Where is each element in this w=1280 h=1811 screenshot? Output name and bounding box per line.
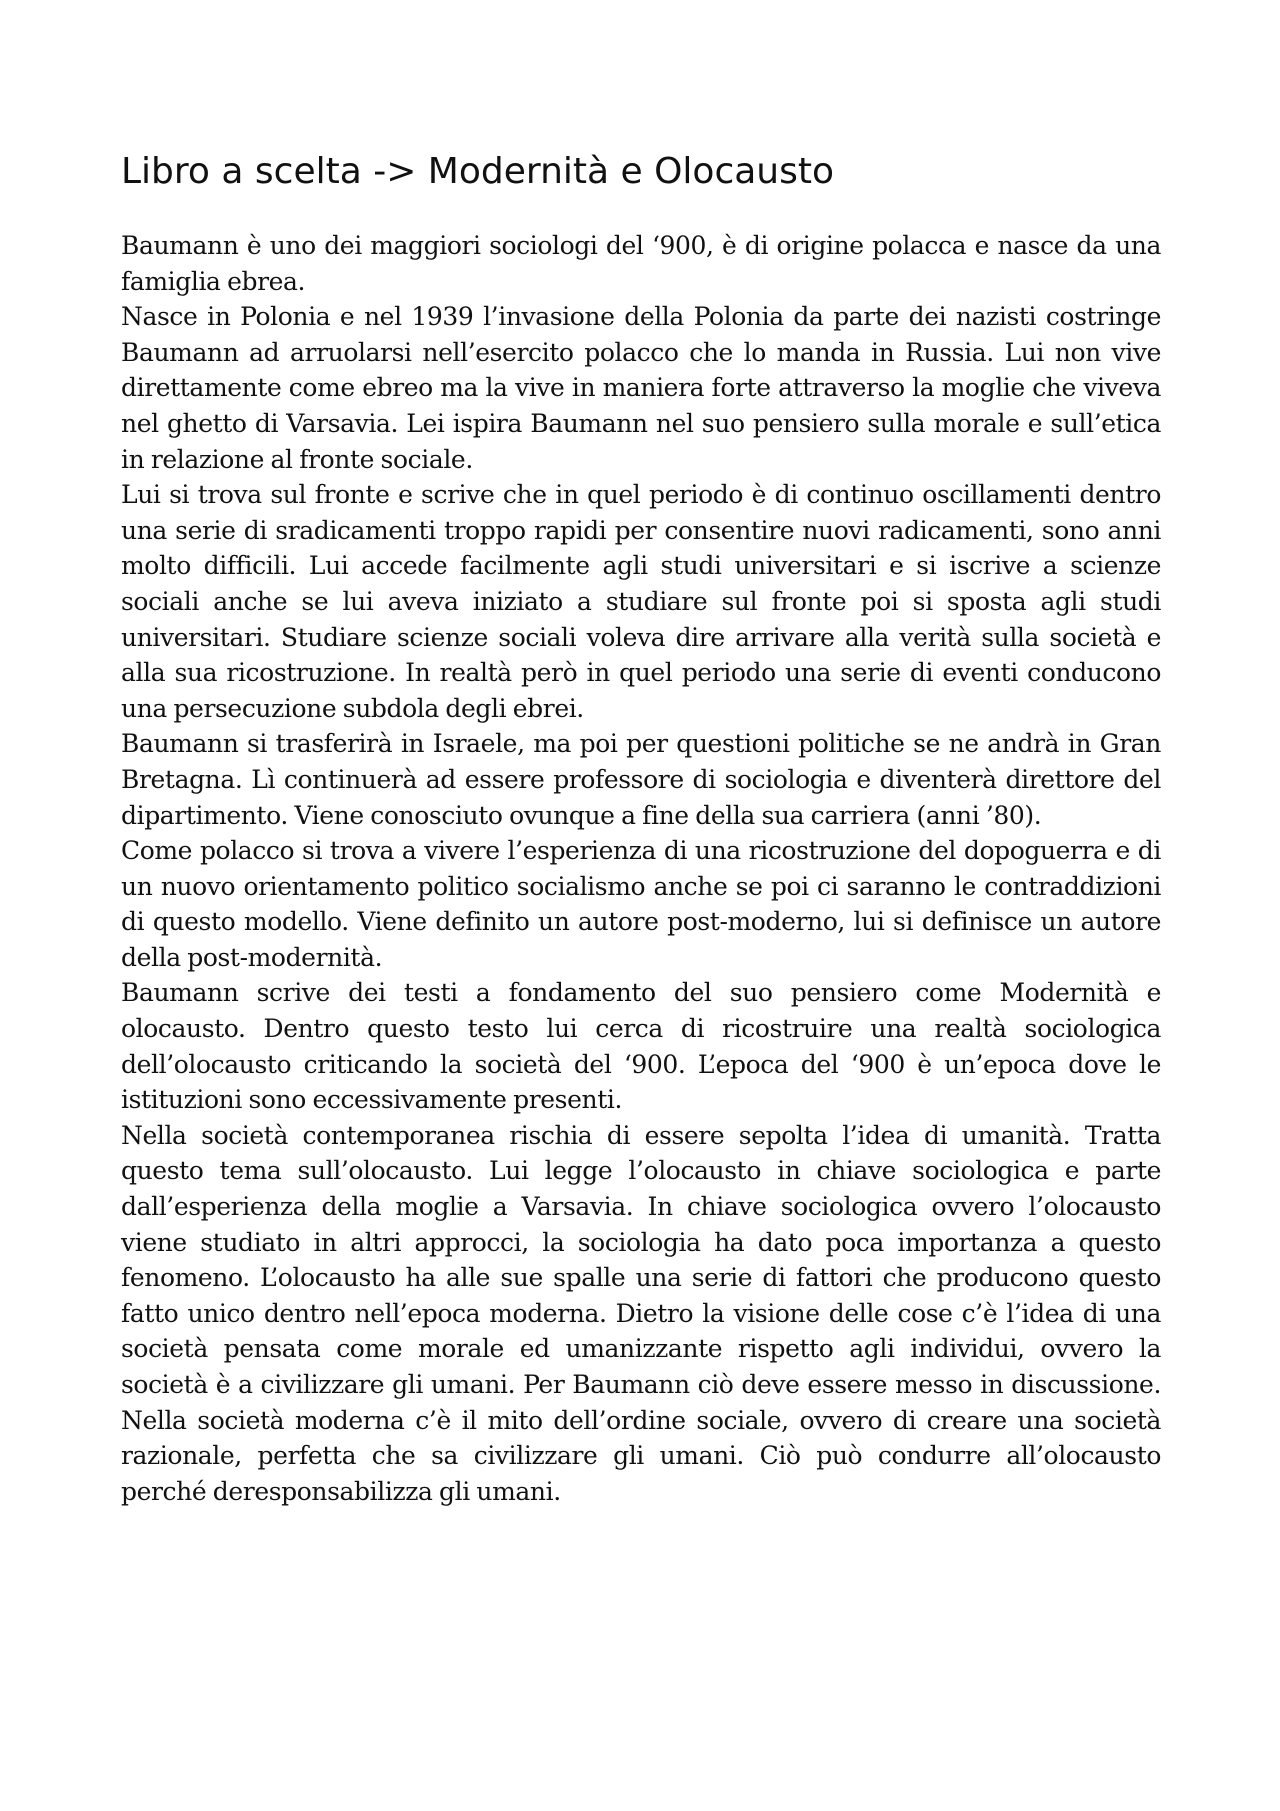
paragraph-humanity: Nella società contemporanea rischia di essere sepolta l’idea di umanità. Tratta questo tema sull’olocausto. Lui legge l’olocausto in chiave sociologica e parte dall’esperienza della moglie a Varsavia. In chiave sociologica ovvero l’olocausto viene studiato in altri approcci, la sociologia ha dato poca importanza a questo fenomeno. L’olocausto ha alle sue spalle una serie di fattori che producono questo fatto unico dentro nell’epoca moderna. Dietro la visione delle cose c’è l’idea di una società pensata come morale ed umanizzante rispetto agli individui, ovvero la società è a civilizzare gli umani. Per Baumann ciò deve essere messo in discussione. Nella società moderna c’è il mito dell’ordine sociale, ovvero di creare una società razionale, perfetta che sa civilizzare gli umani. Ciò può condurre all’olocausto perché deresponsabilizza gli umani. — [121, 1120, 1161, 1506]
document-body — [121, 228, 1161, 1509]
paragraph-postwar: Come polacco si trova a vivere l’esperienza di una ricostruzione del dopoguerra e di un nuovo orientamento politico socialismo anche se poi ci saranno le contraddizioni di questo modello. Viene definito un autore post-moderno, lui si definisce un autore della post-modernità. — [121, 836, 1161, 972]
document-title: Libro a scelta -> Modernità e Olocausto — [121, 151, 835, 192]
paragraph-modernity-holocaust: Baumann scrive dei testi a fondamento del suo pensiero come Modernità e olocausto. Dentro questo testo lui cerca di ricostruire una realtà sociologica dell’olocausto criticando la società del ‘900. L’epoca del ‘900 è un’epoca dove le istituzioni sono eccessivamente presenti. — [121, 978, 1161, 1115]
paragraph-poland: Nasce in Polonia e nel 1939 l’invasione della Polonia da parte dei nazisti costringe Baumann ad arruolarsi nell’esercito polacco che lo manda in Russia. Lui non vive direttamente come ebreo ma la vive in maniera forte attraverso la moglie che viveva nel ghetto di Varsavia. Lei ispira Baumann nel suo pensiero sulla morale e sull’etica in relazione al fronte sociale. — [121, 302, 1161, 474]
paragraph-israel-britain: Baumann si trasferirà in Israele, ma poi per questioni politiche se ne andrà in Gran Bretagna. Lì continuerà ad essere professore di sociologia e diventerà direttore del dipartimento. Viene conosciuto ovunque a fine della sua carriera (anni ’80). — [121, 729, 1161, 830]
paragraph-front: Lui si trova sul fronte e scrive che in quel periodo è di continuo oscillamenti dentro una serie di sradicamenti troppo rapidi per consentire nuovi radicamenti, sono anni molto difficili. Lui accede facilmente agli studi universitari e si iscrive a scienze sociali anche se lui aveva iniziato a studiare sul fronte poi si sposta agli studi universitari. Studiare scienze sociali voleva dire arrivare alla verità sulla società e alla sua ricostruzione. In realtà però in quel periodo una serie di eventi conducono una persecuzione subdola degli ebrei. — [121, 480, 1161, 723]
paragraph-origins: Baumann è uno dei maggiori sociologi del ‘900, è di origine polacca e nasce da una famiglia ebrea. — [121, 231, 1161, 296]
